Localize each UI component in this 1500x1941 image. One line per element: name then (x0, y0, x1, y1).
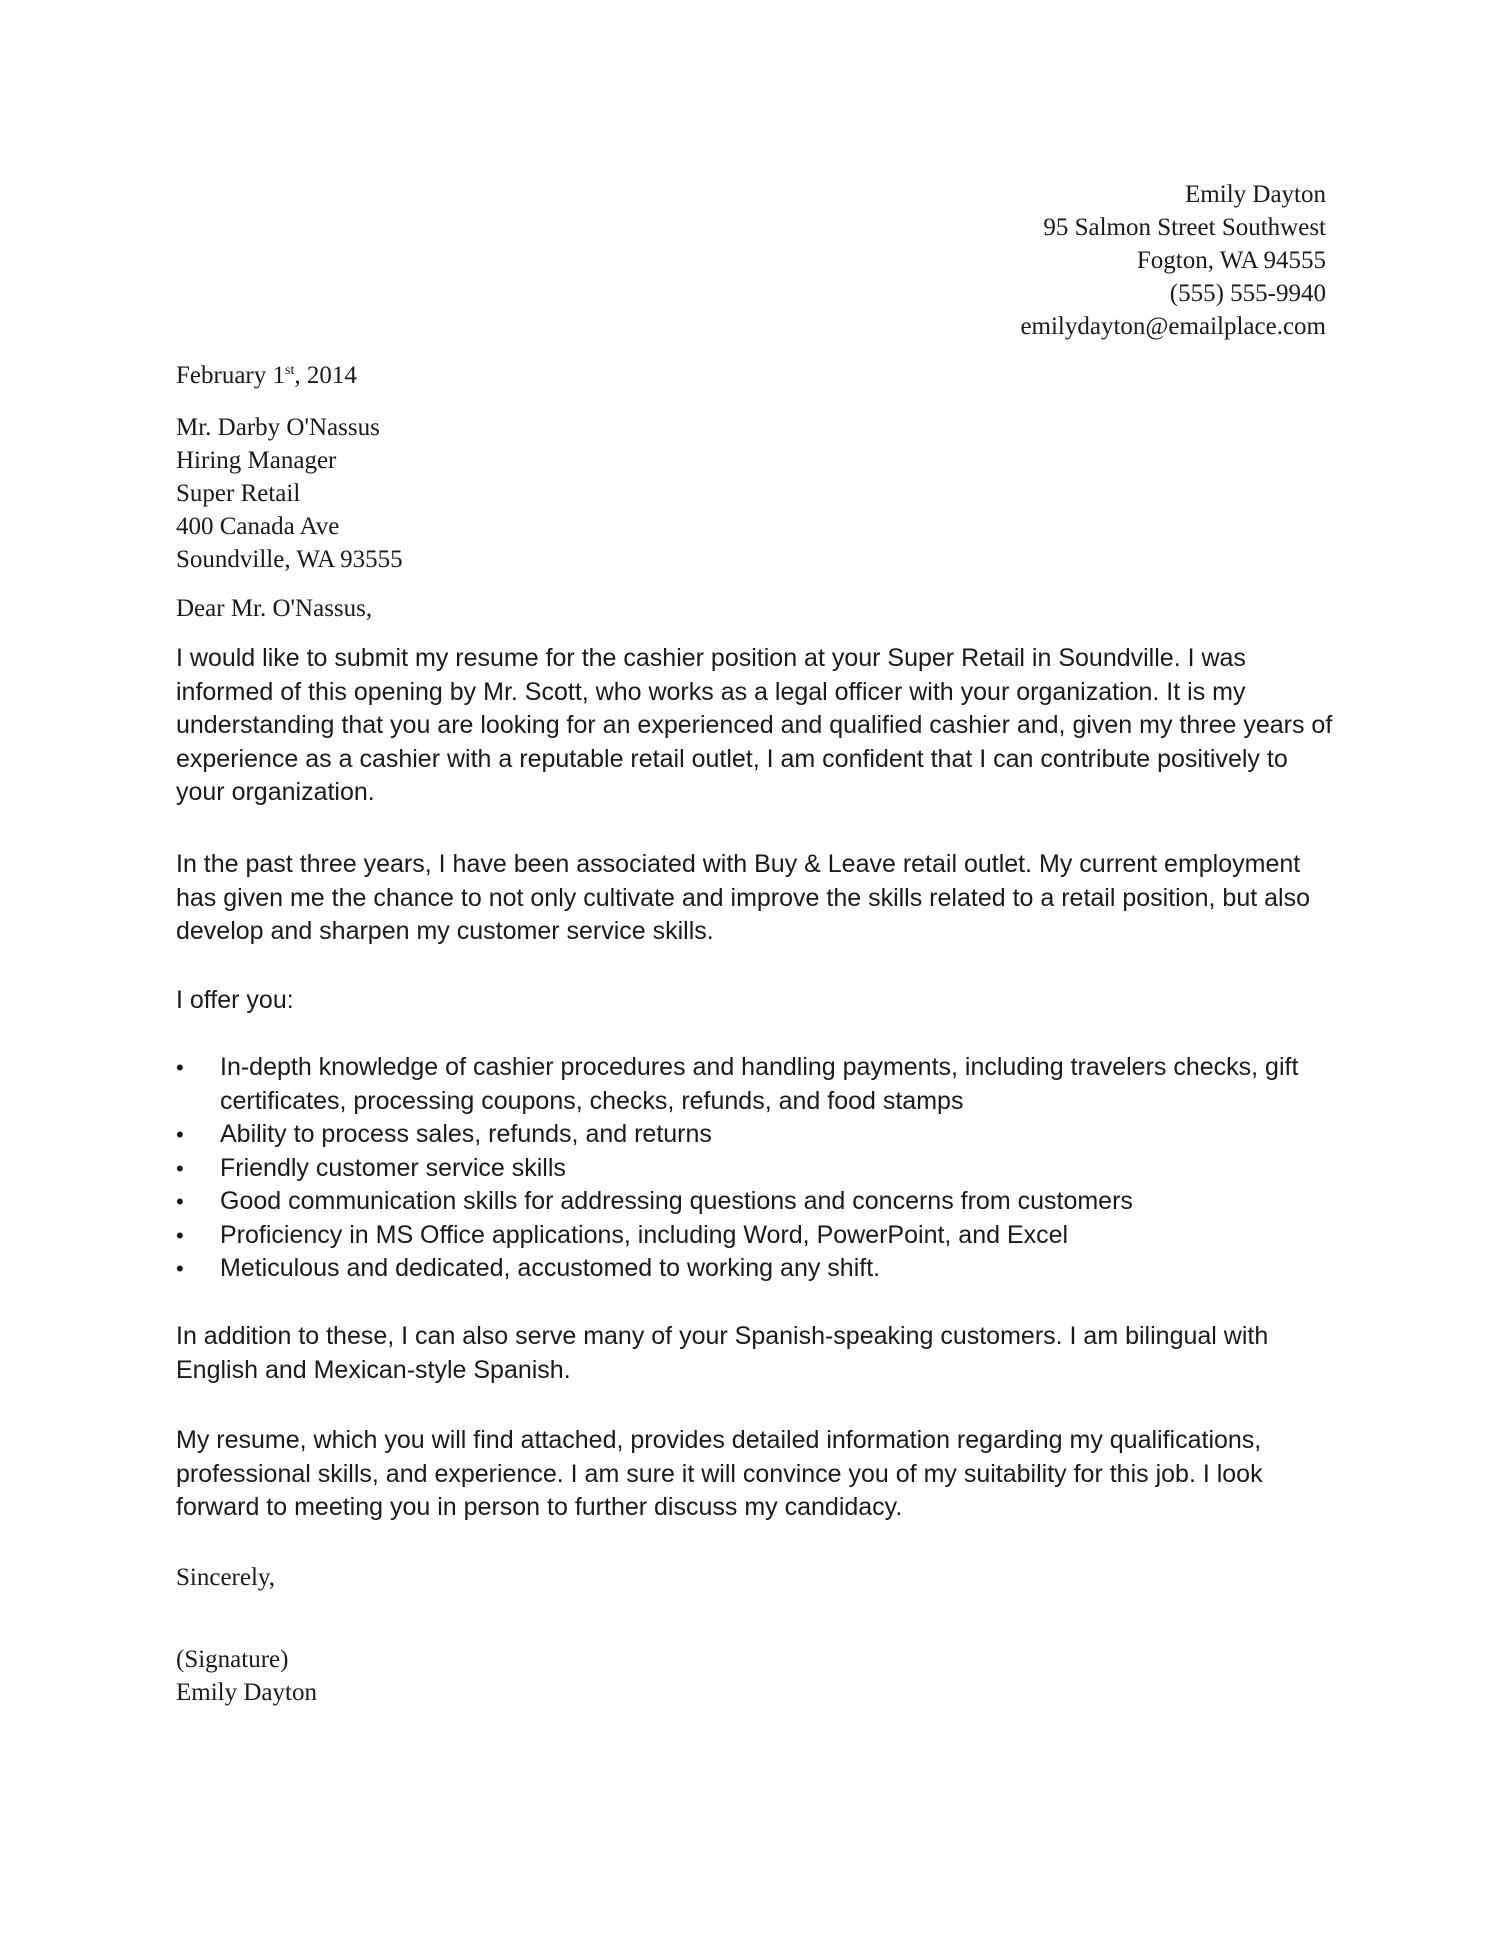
body-paragraph-closing (176, 1424, 1336, 1525)
bullet-icon: • (176, 1222, 184, 1248)
body-paragraph-1 (176, 642, 1336, 810)
paragraph-text: I would like to submit my resume for the cashier position at your Super Retail in Soundville. I was informed of this opening by Mr. Scott, who works as a legal officer with your organization. It is my understanding that you are looking for an experienced and qualified cashier and, given my three years of experience as a cashier with a reputable retail outlet, I am confident that I can contribute positively to your organization. (176, 644, 1333, 806)
sender-city: Fogton, WA 94555 (1136, 247, 1326, 274)
letter-date (176, 359, 357, 392)
bullet-icon: • (176, 1055, 184, 1080)
date-year: , 2014 (294, 362, 357, 389)
recipient-city: Soundville, WA 93555 (176, 546, 403, 573)
recipient-street: 400 Canada Ave (176, 513, 340, 540)
sender-street: 95 Salmon Street Southwest (1043, 214, 1326, 241)
list-item-text: Good communication skills for addressing questions and concerns from customers (220, 1187, 1133, 1215)
list-item (176, 1152, 1336, 1186)
signature-name: Emily Dayton (176, 1679, 317, 1706)
bullet-icon: • (176, 1122, 184, 1147)
recipient-name: Mr. Darby O'Nassus (176, 414, 380, 441)
sender-email: emilydayton@emailplace.com (1020, 313, 1326, 340)
list-item (176, 1118, 1336, 1152)
skills-list (176, 1051, 1336, 1286)
list-item (176, 1185, 1336, 1219)
paragraph-text: I offer you: (176, 986, 294, 1014)
paragraph-text: In addition to these, I can also serve many of your Spanish-speaking customers. I am bilingual with English and Mexican-style Spanish. (176, 1322, 1269, 1384)
date-ordinal: st (285, 363, 295, 378)
signature-placeholder: (Signature) (176, 1646, 289, 1673)
list-item-text: In-depth knowledge of cashier procedures and handling payments, including travelers checks, gift certificates, processing coupons, checks, refunds, and food stamps (220, 1053, 1299, 1115)
list-item-text: Friendly customer service skills (220, 1153, 566, 1182)
salutation: Dear Mr. O'Nassus, (176, 595, 373, 622)
list-item-text: Ability to process sales, refunds, and returns (220, 1120, 712, 1148)
list-item (176, 1252, 1336, 1286)
sender-phone: (555) 555-9940 (1169, 280, 1326, 307)
list-item (176, 1051, 1336, 1118)
paragraph-text: My resume, which you will find attached, provides detailed information regarding my qualifications, professional skills, and experience. I am sure it will convince you of my suitability for this job. I look forward to meeting you in person to further discuss my candidacy. (176, 1426, 1263, 1521)
bullet-icon: • (176, 1256, 184, 1281)
list-item (176, 1219, 1336, 1253)
list-item-text: Proficiency in MS Office applications, including Word, PowerPoint, and Excel (220, 1220, 1069, 1249)
body-paragraph-2 (176, 848, 1336, 949)
sender-address-block (1020, 178, 1326, 343)
recipient-address-block (176, 411, 403, 576)
offer-intro (176, 984, 1336, 1018)
list-item-text: Meticulous and dedicated, accustomed to working any shift. (220, 1254, 881, 1282)
paragraph-text: In the past three years, I have been associated with Buy & Leave retail outlet. My current employment has given me the chance to not only cultivate and improve the skills related to a retail position, but also develop and sharpen my customer service skills. (176, 850, 1310, 945)
recipient-title: Hiring Manager (176, 447, 337, 474)
recipient-company: Super Retail (176, 480, 301, 507)
bullet-icon: • (176, 1189, 184, 1214)
body-paragraph-bilingual (176, 1320, 1336, 1387)
sender-name: Emily Dayton (1185, 181, 1326, 208)
date-month-day: February 1 (176, 362, 285, 389)
bullet-icon: • (176, 1155, 184, 1181)
closing-line: Sincerely, (176, 1564, 276, 1591)
signature-block (176, 1643, 317, 1709)
